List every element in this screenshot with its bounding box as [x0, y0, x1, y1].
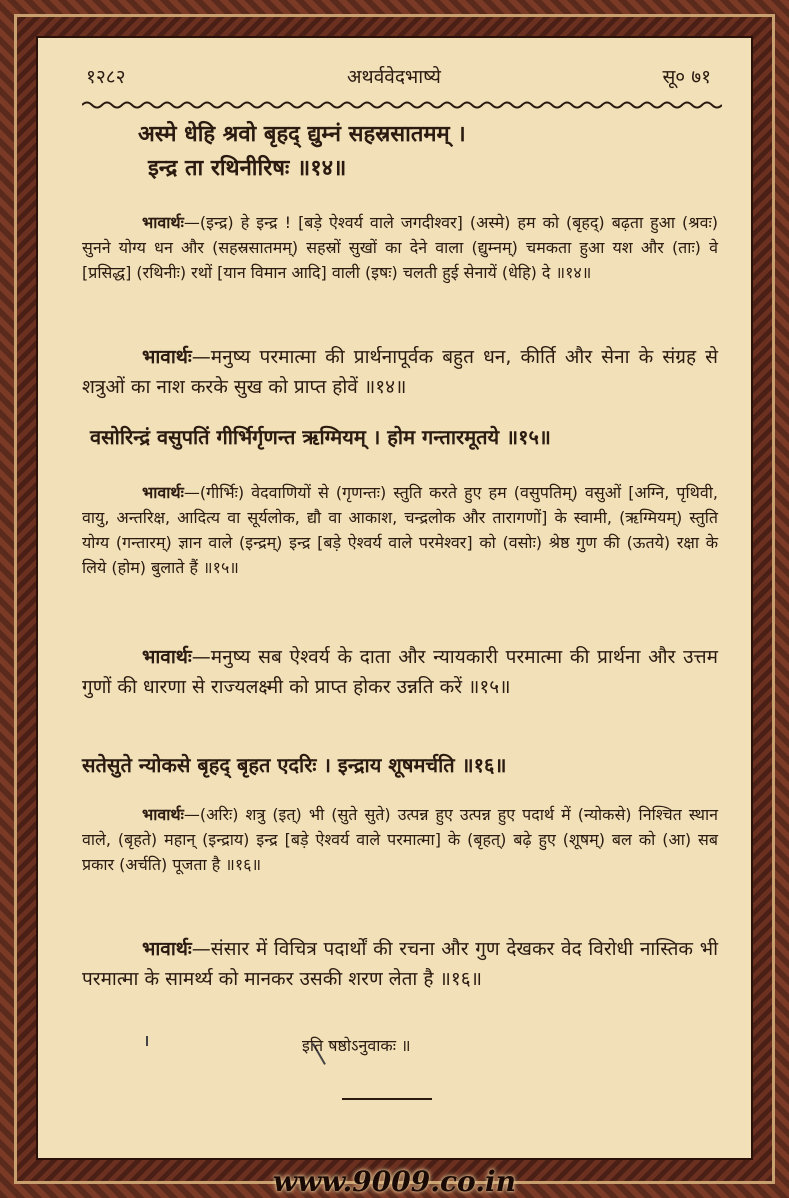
- verse-14-line-1: अस्मे धेहि श्रवो बृहद् द्युम्नं सहस्रसातमम् ।: [138, 122, 466, 147]
- verse-16-line-1: सतेसुते न्योकसे बृहद् बृहत एदरिः । इन्द्राय शूषमर्चति ॥१६॥: [82, 753, 507, 777]
- meaning-16-text: —संसार में विचित्र पदार्थों की रचना और गुण देखकर वेद विरोधी नास्तिक भी परमात्मा के सामर्थ्य को मानकर उसकी शरण लेता है ॥१६॥: [82, 938, 718, 990]
- commentary-14: [82, 210, 718, 285]
- meaning-16-label: भावार्थः: [142, 938, 192, 960]
- commentary-14-text: —(इन्द्र) हे इन्द्र ! [बड़े ऐश्वर्य वाले जगदीश्वर] (अस्मे) हम को (बृहद्) बढ़ता हुआ (श्रवः) सुनने योग्य धन और (सहस्रसातमम्) सहस्रों सुखों का देने वाला (द्युम्नम्) चमकता हुआ यश और (ताः) वे [प्रसिद्ध] (रथिनीः) रथों [यान विमान आदि] वाली (इषः) चलती हुई सेनायें (धेहि) दे ॥१४॥: [82, 213, 718, 282]
- anuvak-closing: इति षष्ठोऽनुवाकः ॥: [302, 1036, 411, 1055]
- commentary-15: [82, 480, 718, 580]
- header-wavy-rule: [82, 100, 722, 110]
- verse-14: [138, 118, 698, 186]
- commentary-15-text: —(गीर्भिः) वेदवाणियों से (गृणन्तः) स्तुति करते हुए हम (वसुपतिम्) वसुओं [अग्नि, पृथिवी, वायु, अन्तरिक्ष, आदित्य वा सूर्यलोक, द्यौ वा आकाश, चन्द्रलोक और तारागणों] के स्वामी, (ऋग्मियम्) स्तुति योग्य (गन्तारम्) ज्ञान वाले (इन्द्रम्) इन्द्र [बड़े ऐश्वर्य वाले परमेश्वर] को (वसोः) श्रेष्ठ गुण की (ऊतये) रक्षा के लिये (होम) बुलाते हैं ॥१५॥: [82, 483, 718, 577]
- verse-15-line-1: वसोरिन्द्रं वसुपतिं गीर्भिर्गृणन्त ऋग्मियम् । होम गन्तारमूतये ॥१५॥: [90, 425, 551, 449]
- commentary-16-label: भावार्थः: [142, 805, 184, 824]
- site-watermark: www.9009.co.in: [273, 1165, 516, 1198]
- commentary-16-text: —(अरिः) शत्रु (इत्) भी (सुते सुते) उत्पन्न हुए उत्पन्न हुए पदार्थ में (न्योकसे) निश्चित स्थान वाले, (बृहते) महान् (इन्द्राय) इन्द्र [बड़े ऐश्वर्य वाले परमात्मा] के (बृहत्) बढ़े हुए (शूषम्) बल को (आ) सब प्रकार (अर्चति) पूजता है ॥१६॥: [82, 805, 718, 874]
- book-title: अथर्ववेदभाष्ये: [347, 66, 441, 88]
- meaning-16: [82, 934, 718, 994]
- commentary-16: [82, 802, 718, 877]
- commentary-14-label: भावार्थः: [142, 213, 184, 232]
- sukta-number: सू० ७१: [662, 66, 711, 88]
- meaning-14-text: —मनुष्य परमात्मा की प्रार्थनापूर्वक बहुत धन, कीर्ति और सेना के संग्रह से शत्रुओं का नाश करके सुख को प्राप्त होवें ॥१४॥: [82, 346, 718, 398]
- page-number: १२८२: [86, 66, 126, 88]
- verse-15: [90, 420, 730, 454]
- verse-16: [82, 748, 722, 782]
- verse-14-line-2: इन्द्र ता रथिनीरिषः ॥१४॥: [148, 156, 347, 181]
- meaning-14: [82, 342, 718, 402]
- page: [36, 36, 753, 1160]
- meaning-14-label: भावार्थः: [142, 346, 192, 368]
- meaning-15: [82, 642, 718, 702]
- stray-mark: [146, 1036, 148, 1046]
- meaning-15-label: भावार्थः: [142, 646, 192, 668]
- commentary-15-label: भावार्थः: [142, 483, 184, 502]
- closing-rule: [342, 1098, 432, 1100]
- page-header: [86, 58, 711, 94]
- meaning-15-text: —मनुष्य सब ऐश्वर्य के दाता और न्यायकारी परमात्मा की प्रार्थना और उत्तम गुणों की धारणा से राज्यलक्ष्मी को प्राप्त होकर उन्नति करें ॥१५॥: [82, 646, 718, 698]
